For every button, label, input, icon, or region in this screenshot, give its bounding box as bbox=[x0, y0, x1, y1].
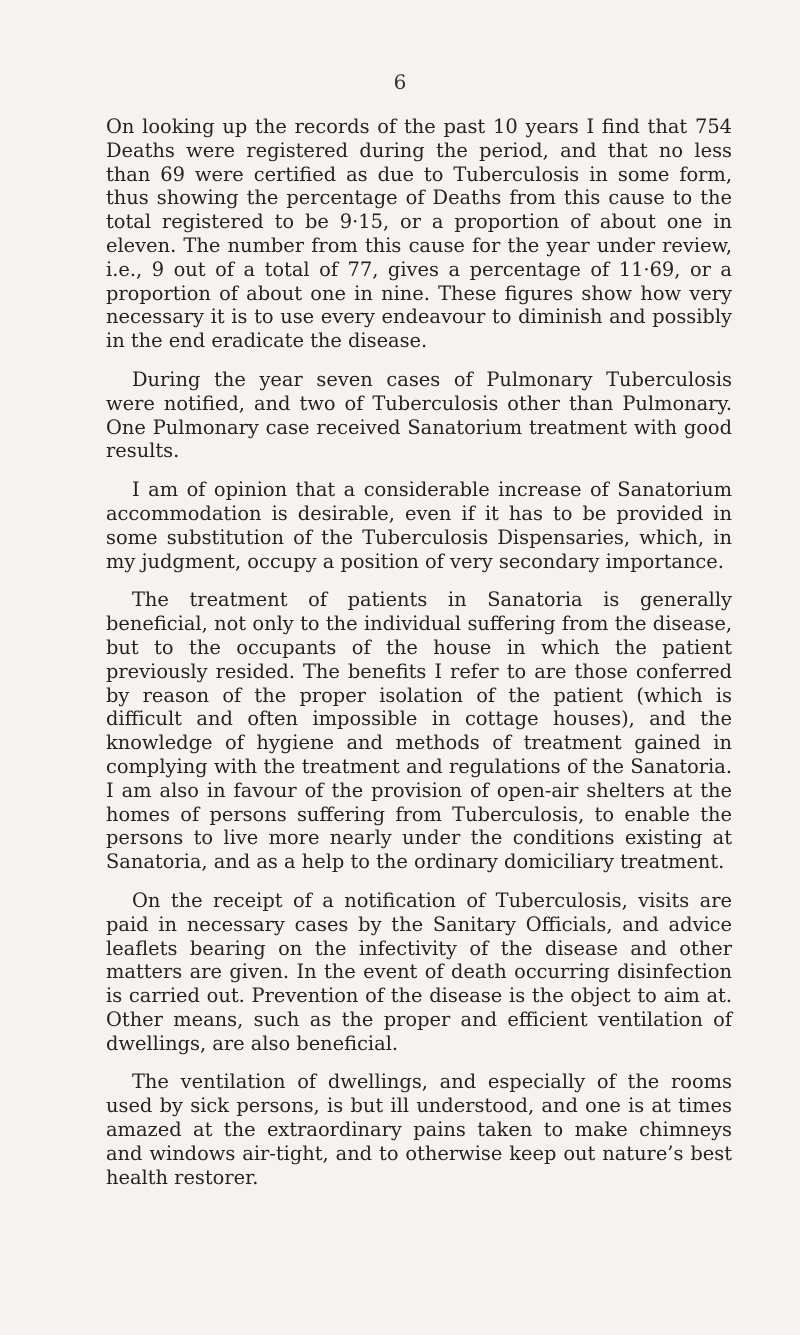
body-text bbox=[106, 115, 732, 1204]
paragraph-sanatorium-accommodation: I am of opinion that a considerable increase of Sanatorium accommodation is desirable, even if it has to be provided in some substitution of the Tuberculosis Dispensaries, which, in my judgment, occupy a position of very secondary importance. bbox=[106, 478, 732, 573]
page-number: 6 bbox=[393, 70, 407, 94]
paragraph-ventilation: The ventilation of dwellings, and especially of the rooms used by sick persons, is but ill understood, and one is at times amazed at the extraordinary pains taken to make chimneys and windows air-tight, and to otherwise keep out nature’s best health restorer. bbox=[106, 1070, 732, 1189]
paragraph-tuberculosis-death-statistics: On looking up the records of the past 10 years I find that 754 Deaths were registered during the period, and that no less than 69 were certified as due to Tuberculosis in some form, thus showing the percentage of Deaths from this cause to the total registered to be 9·15, or a proportion of about one in eleven. The number from this cause for the year under review, i.e., 9 out of a total of 77, gives a percentage of 11·69, or a proportion of about one in nine. These figures show how very necessary it is to use every endeavour to diminish and possibly in the end eradicate the disease. bbox=[106, 115, 732, 353]
paragraph-notified-cases: During the year seven cases of Pulmonary Tuberculosis were notified, and two of Tuberculosis other than Pulmonary. One Pulmonary case received Sanatorium treatment with good results. bbox=[106, 367, 732, 463]
paragraph-notification-visits: On the receipt of a notification of Tuberculosis, visits are paid in necessary cases by the Sanitary Officials, and advice leaflets bearing on the infectivity of the disease and other matters are given. In the event of death occurring disinfection is carried out. Prevention of the disease is the object to aim at. Other means, such as the proper and efficient ventilation of dwellings, are also beneficial. bbox=[106, 888, 732, 1055]
paragraph-sanatoria-treatment: The treatment of patients in Sanatoria is generally beneficial, not only to the individual suffering from the disease, but to the occupants of the house in which the patient previously resided. The benefits I refer to are those conferred by reason of the proper isolation of the patient (which is difficult and often impossible in cottage houses), and the knowledge of hygiene and methods of treatment gained in complying with the treatment and regulations of the Sanatoria. I am also in favour of the provision of open-air shelters at the homes of persons suffering from Tuberculosis, to enable the persons to live more nearly under the conditions existing at Sanatoria, and as a help to the ordinary domiciliary treatment. bbox=[106, 588, 732, 874]
